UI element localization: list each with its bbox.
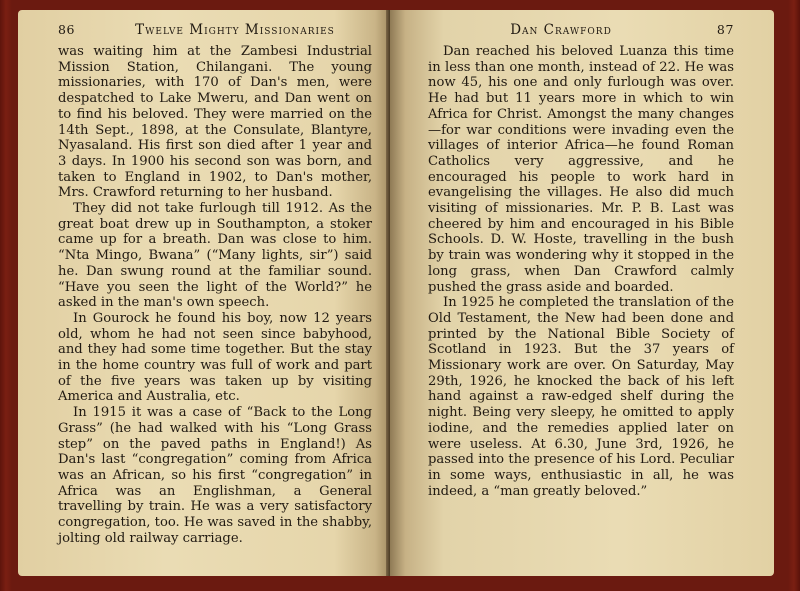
paragraph: was waiting him at the Zambesi Industrial Mission Station, Chilangani. The young missionaries, with 170 of Dan's men, were despatched to Lake Mweru, and Dan went on to find his beloved. They were married on the 14th Sept., 1898, at the Consulate, Blantyre, Nyasaland. His first son died after 1 year and 3 days. In 1900 his second son was born, and taken to England in 1902, to Dan's mother, Mrs. Crawford returning to her husband. (58, 44, 372, 201)
paragraph: In 1925 he completed the translation of the Old Testament, the New had been done and printed by the National Bible Society of Scotland in 1923. But the 37 years of Missionary work are over. On Saturday, May 29th, 1926, he knocked the back of his left hand against a raw-edged shelf during the night. Being very sleepy, he omitted to apply iodine, and the remedies applied later on were useless. At 6.30, June 3rd, 1926, he passed into the presence of his Lord. Peculiar in some ways, enthusiastic in all, he was indeed, a “man greatly beloved.” (428, 295, 734, 499)
page-number-left: 86 (58, 22, 76, 37)
right-page-header (428, 22, 734, 44)
running-head-left: Twelve Mighty Missionaries (135, 22, 335, 38)
left-page-header (58, 22, 372, 44)
left-page (18, 10, 390, 576)
right-page-body (428, 44, 734, 499)
paragraph: They did not take furlough till 1912. As the great boat drew up in Southampton, a stoker came up for a breath. Dan was close to him. “Nta Mingo, Bwana” (“Many lights, sir”) said he. Dan swung round at the familiar sound. “Have you seen the light of the World?” he asked in the man's own speech. (58, 201, 372, 311)
paragraph: In 1915 it was a case of “Back to the Long Grass” (he had walked with his “Long Grass step” on the paved paths in England!) As Dan's last “congregation” coming from Africa was an African, so his first “congregation” in Africa was an Englishman, a General travelling by train. He was a very satisfactory congregation, too. He was saved in the shabby, jolting old railway carriage. (58, 405, 372, 546)
page-number-right: 87 (716, 22, 734, 37)
right-page (390, 10, 774, 576)
paragraph: Dan reached his beloved Luanza this time in less than one month, instead of 22. He was now 45, his one and only furlough was over. He had but 11 years more in which to win Africa for Christ. Amongst the many changes—for war conditions were invading even the villages of interior Africa—he found Roman Catholics very aggressive, and he encouraged his people to work hard in evangelising the villages. He also did much visiting of missionaries. Mr. P. B. Last was cheered by him and encouraged in his Bible Schools. D. W. Hoste, travelling in the bush by train was wondering why it stopped in the long grass, when Dan Crawford calmly pushed the grass aside and boarded. (428, 44, 734, 295)
left-page-body (58, 44, 372, 547)
paragraph: In Gourock he found his boy, now 12 years old, whom he had not seen since babyhood, and they had some time together. But the stay in the home country was full of work and part of the five years was taken up by visiting America and Australia, etc. (58, 310, 372, 405)
running-head-right: Dan Crawford (510, 22, 612, 38)
